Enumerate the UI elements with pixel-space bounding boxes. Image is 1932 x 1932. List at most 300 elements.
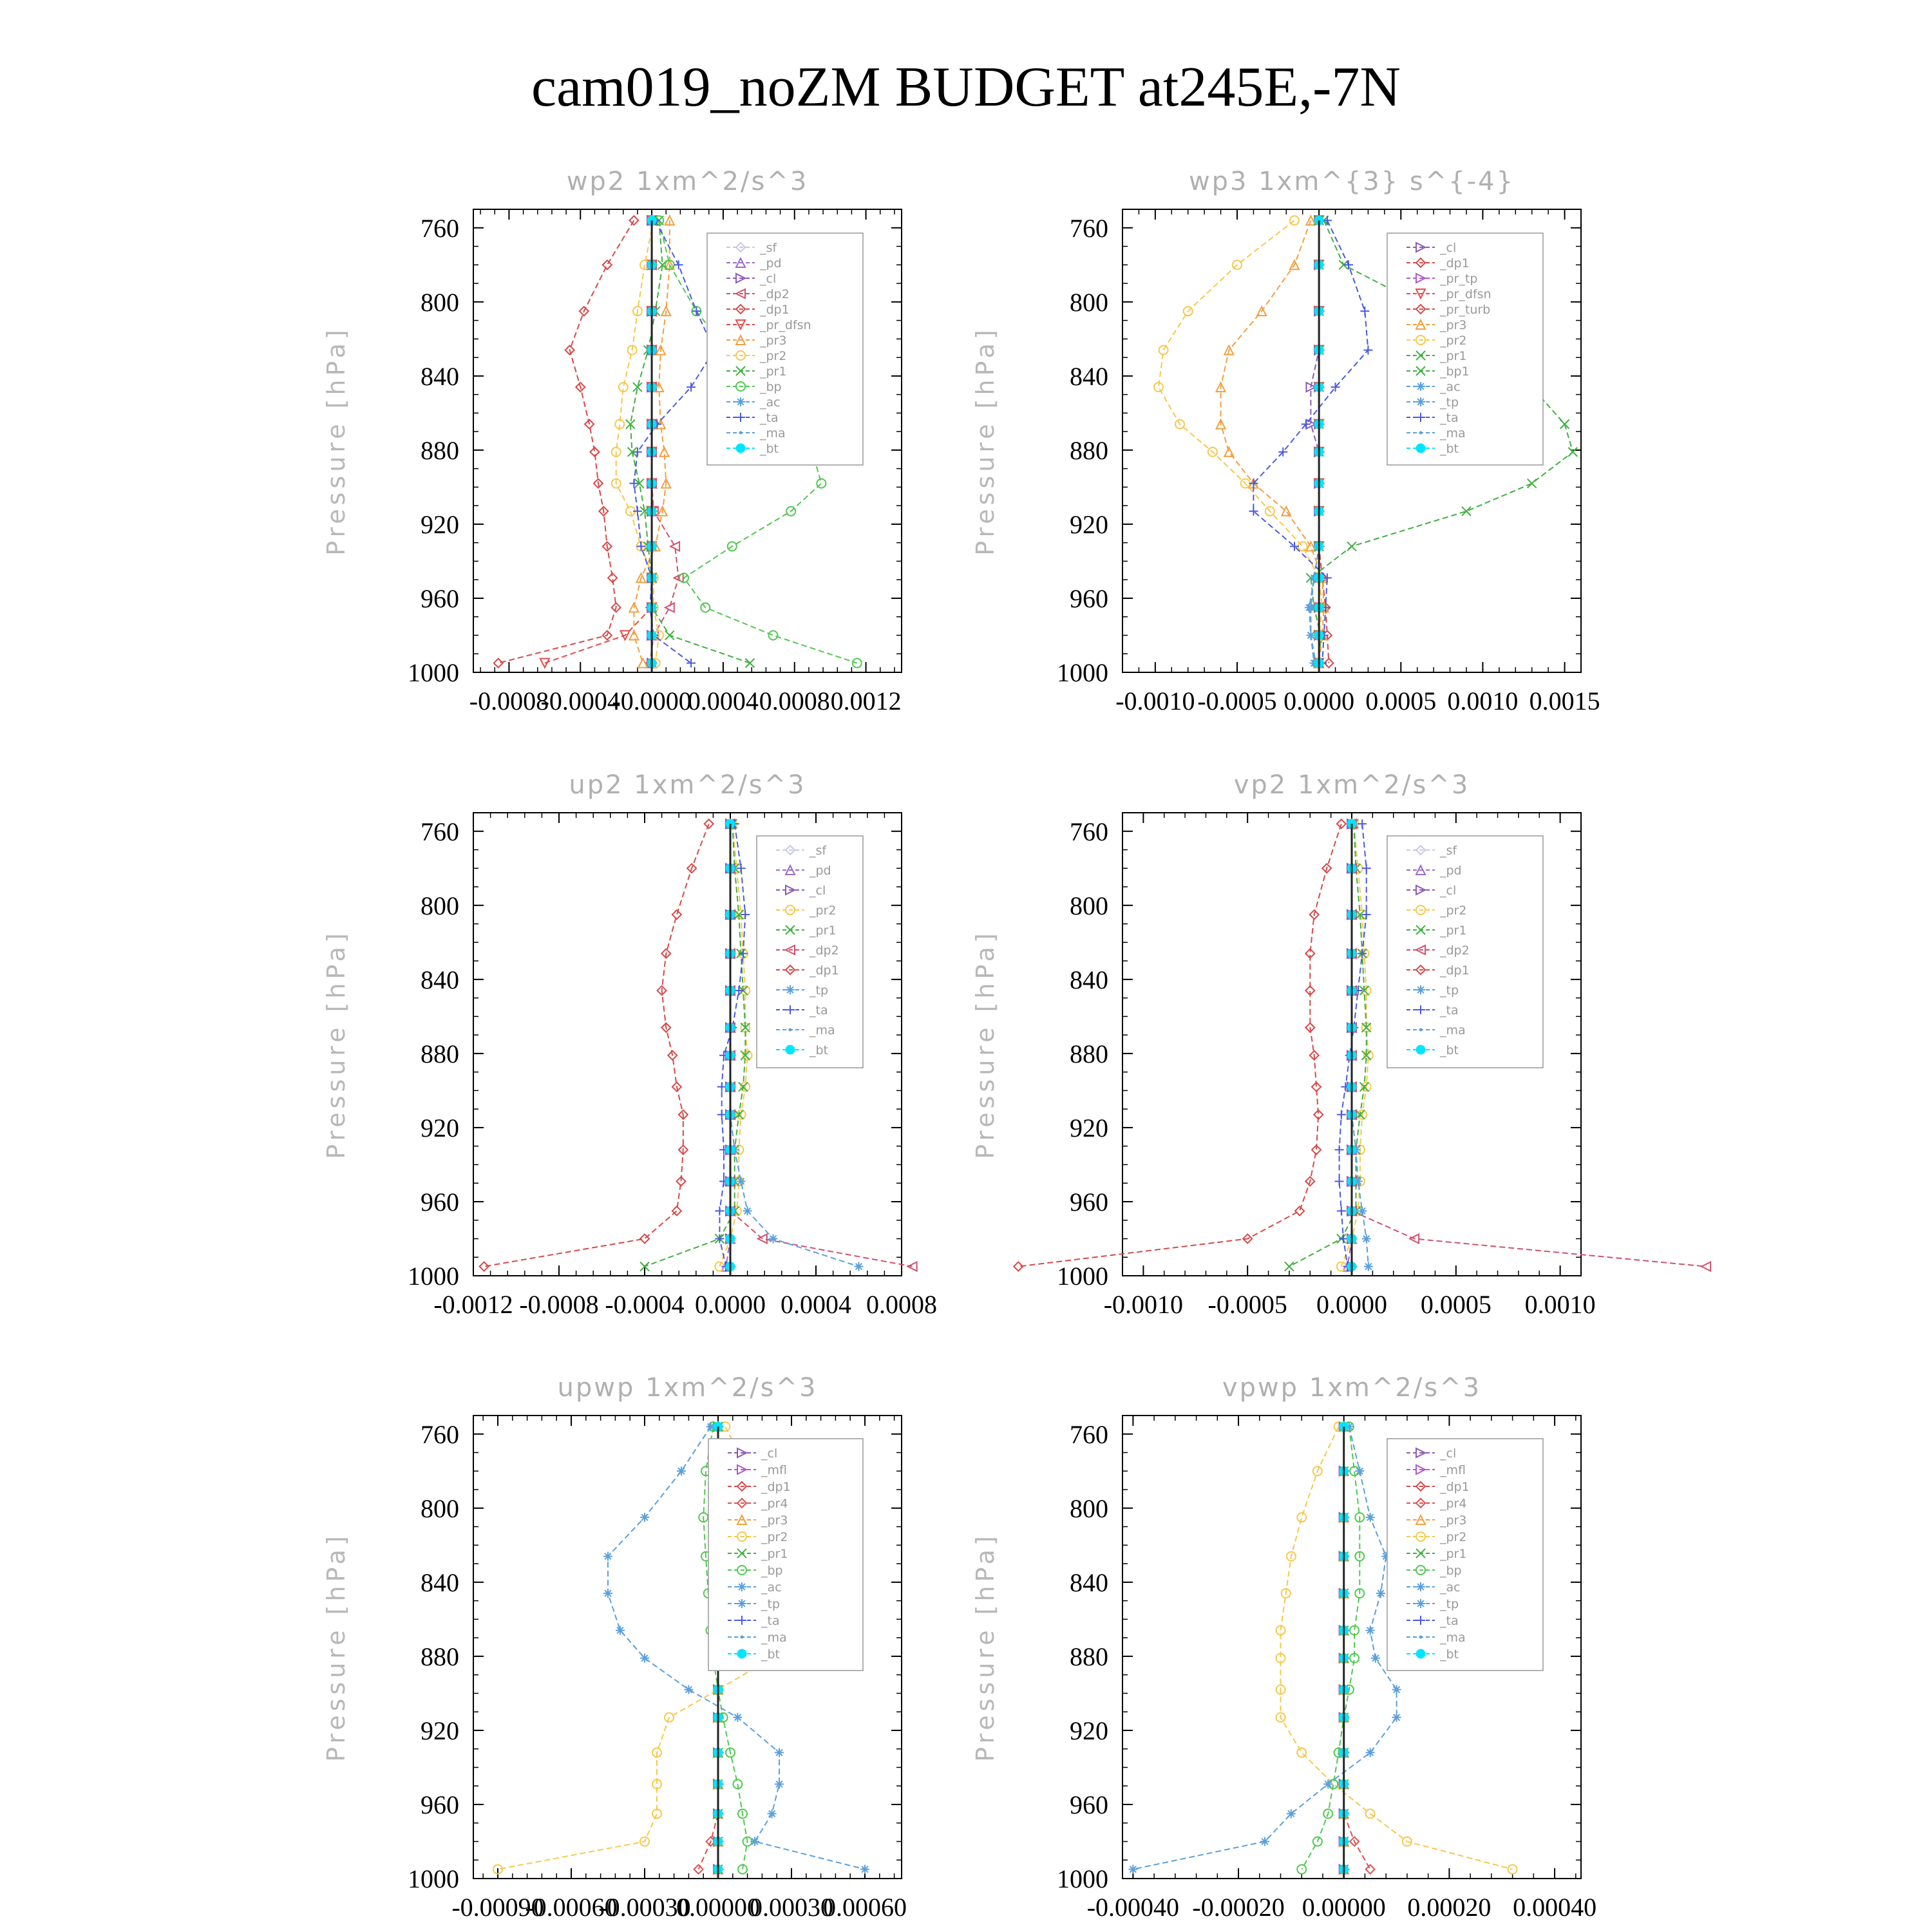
- series-line: [1340, 824, 1367, 1266]
- x-tick-label: 0.0015: [1529, 687, 1600, 715]
- data-point: [1360, 307, 1369, 316]
- legend: [1387, 1439, 1543, 1671]
- data-point: [603, 1589, 612, 1598]
- legend-label: _bt: [1440, 442, 1459, 456]
- legend-label: _pr_dfsn: [760, 318, 811, 332]
- x-tick-label: -0.00060: [525, 1893, 618, 1922]
- x-tick-label: 0.0010: [1447, 687, 1519, 715]
- series-dp1: [480, 819, 714, 1271]
- series-line: [719, 824, 745, 1266]
- legend-label: _pr_turb: [1440, 303, 1491, 317]
- data-point: [629, 479, 638, 488]
- legend-label: _dp1: [761, 1480, 791, 1494]
- legend-label: _cl: [1440, 241, 1457, 255]
- x-tick-label: 0.00040: [1513, 1893, 1597, 1922]
- legend-label: _ta: [810, 1003, 828, 1018]
- series-line: [1253, 220, 1368, 663]
- legend-label: _dp2: [760, 287, 790, 301]
- legend-label: _cl: [810, 884, 826, 898]
- series-dp1: [1314, 216, 1333, 667]
- x-tick-label: -0.00090: [451, 1893, 544, 1922]
- legend-label: _dp1: [1440, 963, 1470, 978]
- series-tp: [1128, 1422, 1401, 1873]
- chart-panel-4: [971, 770, 1710, 1319]
- legend-label: _pd: [760, 256, 782, 270]
- legend-label: _pr2: [761, 1530, 788, 1544]
- series-line: [634, 220, 714, 663]
- x-tick-label: 0.0005: [1365, 687, 1437, 715]
- legend-label: _pr3: [1440, 1513, 1467, 1528]
- series-pr2: [1337, 819, 1373, 1271]
- legend-label: _pr4: [761, 1497, 788, 1511]
- x-tick-label: -0.00030: [598, 1893, 691, 1922]
- x-tick-label: -0.0008: [519, 1290, 599, 1319]
- panel-title: wp3 1xm^{3} s^{-4}: [1188, 167, 1515, 196]
- x-tick-label: -0.0004: [605, 1290, 685, 1319]
- legend-marker: [786, 1045, 795, 1054]
- x-tick-label: 0.00060: [823, 1893, 907, 1922]
- data-point: [743, 1206, 752, 1215]
- chart-panel-1: [322, 167, 902, 715]
- y-tick-label: 760: [1070, 817, 1108, 846]
- y-tick-label: 840: [1070, 965, 1108, 994]
- data-point: [629, 630, 638, 639]
- legend-label: _pr2: [810, 904, 837, 918]
- legend-label: _ma: [760, 426, 786, 440]
- data-point: [1462, 507, 1471, 516]
- legend-marker: [789, 1028, 792, 1032]
- data-point: [603, 260, 612, 269]
- legend-label: _pr3: [1440, 318, 1467, 332]
- y-axis-label: Pressure [hPa]: [971, 1532, 999, 1762]
- legend-label: _tp: [810, 983, 829, 998]
- legend-marker: [736, 444, 745, 453]
- legend-label: _pr1: [1440, 1547, 1467, 1561]
- legend-label: _pr2: [760, 349, 787, 363]
- y-tick-label: 960: [421, 1790, 459, 1819]
- series-dp1: [494, 216, 639, 667]
- legend-marker: [741, 1636, 744, 1639]
- series-ta: [1335, 819, 1371, 1271]
- legend-label: _pd: [1440, 864, 1462, 878]
- series-line: [498, 220, 634, 663]
- legend-label: _cl: [760, 272, 777, 286]
- x-tick-label: -0.0008: [469, 687, 549, 715]
- data-point: [1297, 1865, 1306, 1874]
- legend-marker: [1416, 382, 1425, 391]
- data-point: [674, 260, 683, 269]
- data-point: [1337, 819, 1346, 828]
- data-point: [855, 1262, 864, 1271]
- legend-label: _mfl: [1440, 1463, 1466, 1477]
- data-point: [1297, 1748, 1306, 1757]
- series-line: [1309, 220, 1319, 663]
- y-tick-label: 800: [421, 287, 459, 317]
- legend-label: _ma: [810, 1023, 835, 1037]
- y-tick-label: 1000: [408, 1262, 459, 1291]
- legend-label: _pr2: [1440, 334, 1467, 348]
- x-tick-label: -0.0004: [540, 687, 620, 715]
- legend-label: _pr1: [760, 365, 787, 379]
- legend-label: _ta: [1440, 1003, 1459, 1018]
- legend-label: _sf: [760, 241, 777, 255]
- x-tick-label: 0.0000: [1283, 687, 1355, 715]
- series-line: [1341, 824, 1368, 1266]
- legend-label: _bt: [1440, 1647, 1459, 1662]
- y-tick-label: 800: [421, 891, 459, 920]
- legend-label: _bt: [760, 442, 779, 456]
- data-point: [908, 1262, 917, 1271]
- data-point: [1297, 1513, 1306, 1522]
- legend-label: _pr3: [761, 1513, 788, 1528]
- legend-label: _ta: [761, 1614, 780, 1628]
- legend-marker: [1416, 1045, 1425, 1054]
- series-line: [1311, 220, 1319, 663]
- series-line: [484, 824, 709, 1266]
- x-tick-label: 0.0012: [830, 687, 902, 715]
- x-tick-label: 0.0010: [1524, 1290, 1596, 1319]
- chart-panel-3: [322, 770, 937, 1319]
- panel-title: vpwp 1xm^2/s^3: [1222, 1373, 1482, 1403]
- x-tick-label: 0.00000: [676, 1893, 760, 1922]
- legend-marker: [736, 397, 745, 406]
- series-ta: [715, 819, 750, 1271]
- data-point: [1323, 1779, 1332, 1788]
- legend-marker: [786, 985, 795, 994]
- data-point: [775, 1779, 784, 1788]
- legend-label: _dp1: [810, 963, 839, 978]
- legend-label: _cl: [1440, 1446, 1457, 1461]
- data-point: [1508, 1865, 1517, 1874]
- y-tick-label: 840: [421, 361, 459, 391]
- data-point: [733, 1713, 742, 1722]
- y-tick-label: 920: [1070, 1716, 1108, 1745]
- legend-label: _pr_tp: [1440, 272, 1478, 286]
- legend-label: _dp1: [1440, 256, 1470, 270]
- legend-label: _ma: [1440, 426, 1466, 440]
- legend-label: _pr3: [760, 334, 787, 348]
- data-point: [633, 448, 642, 457]
- legend-label: _pr4: [1440, 1497, 1467, 1511]
- legend-label: _ma: [761, 1631, 787, 1645]
- data-point: [745, 659, 754, 668]
- data-point: [1298, 542, 1307, 551]
- y-tick-label: 880: [421, 1039, 459, 1068]
- y-tick-label: 800: [1070, 1493, 1108, 1523]
- data-point: [1366, 1748, 1375, 1757]
- data-point: [694, 1865, 703, 1874]
- legend-label: _dp1: [760, 303, 790, 317]
- chart-panel-6: [971, 1373, 1596, 1922]
- y-tick-label: 920: [421, 509, 459, 539]
- y-tick-label: 760: [421, 213, 459, 243]
- series-pr2: [612, 216, 664, 667]
- x-tick-label: 0.0004: [687, 687, 759, 715]
- y-axis-label: Pressure [hPa]: [322, 929, 350, 1159]
- series-ta: [629, 216, 719, 667]
- data-point: [1295, 1206, 1304, 1215]
- y-tick-label: 800: [1070, 287, 1108, 317]
- series-pd: [721, 819, 735, 1271]
- legend-label: _pr1: [810, 923, 837, 938]
- legend-marker: [1419, 431, 1423, 435]
- chart-panel-5: [322, 1373, 907, 1922]
- data-point: [1358, 1206, 1367, 1215]
- y-tick-label: 760: [1070, 213, 1108, 243]
- y-tick-label: 880: [421, 1642, 459, 1671]
- x-tick-label: -0.00040: [1086, 1893, 1180, 1922]
- legend-label: _dp2: [1440, 943, 1470, 958]
- legend-label: _ac: [760, 395, 781, 410]
- x-tick-label: 0.00000: [1302, 1893, 1386, 1922]
- data-point: [1364, 1262, 1373, 1271]
- data-point: [677, 1466, 686, 1475]
- y-tick-label: 760: [421, 1419, 459, 1449]
- data-point: [1290, 216, 1299, 225]
- legend-label: _dp1: [1440, 1480, 1470, 1494]
- data-point: [1224, 448, 1233, 457]
- y-tick-label: 1000: [1057, 1864, 1108, 1893]
- legend-label: _bt: [761, 1647, 781, 1662]
- data-point: [616, 1626, 625, 1635]
- data-point: [1366, 1865, 1375, 1874]
- y-tick-label: 880: [1070, 435, 1108, 465]
- y-tick-label: 960: [421, 1187, 459, 1217]
- data-point: [769, 630, 778, 639]
- legend-label: _ac: [1440, 1580, 1461, 1595]
- data-point: [769, 1234, 778, 1243]
- y-tick-label: 840: [1070, 1567, 1108, 1597]
- y-tick-label: 1000: [1057, 1262, 1108, 1291]
- legend-label: _ac: [1440, 380, 1461, 394]
- legend-label: _bt: [810, 1043, 829, 1057]
- legend-label: _pr_dfsn: [1440, 287, 1492, 301]
- legend-marker: [737, 1599, 746, 1608]
- y-axis-label: Pressure [hPa]: [971, 929, 999, 1159]
- legend-label: _tp: [1440, 395, 1459, 410]
- series-pr2: [1154, 216, 1327, 667]
- y-tick-label: 840: [421, 965, 459, 994]
- data-point: [715, 1206, 724, 1215]
- y-tick-label: 760: [1070, 1419, 1108, 1449]
- data-point: [665, 630, 674, 639]
- y-axis-label: Pressure [hPa]: [322, 1532, 350, 1762]
- data-point: [1363, 346, 1372, 355]
- legend-marker: [737, 1582, 746, 1591]
- legend-label: _ma: [1440, 1023, 1466, 1037]
- y-tick-label: 880: [1070, 1039, 1108, 1068]
- data-point: [768, 1809, 777, 1818]
- y-tick-label: 800: [1070, 891, 1108, 920]
- legend-label: _pr1: [761, 1547, 788, 1561]
- panel-title: upwp 1xm^2/s^3: [557, 1373, 818, 1403]
- y-tick-label: 760: [421, 817, 459, 846]
- legend-label: _bp1: [1440, 365, 1470, 379]
- data-point: [1358, 819, 1367, 828]
- legend-marker: [1416, 1582, 1425, 1591]
- legend-label: _pr2: [1440, 1530, 1467, 1544]
- data-point: [665, 603, 674, 612]
- data-point: [1366, 1626, 1375, 1635]
- series-bp: [1297, 1422, 1364, 1873]
- x-tick-label: -0.0005: [1208, 1290, 1287, 1319]
- y-tick-label: 960: [421, 583, 459, 613]
- legend-label: _dp2: [810, 943, 839, 958]
- data-point: [1371, 1654, 1380, 1663]
- data-point: [603, 1552, 612, 1561]
- legend-label: _ta: [760, 411, 779, 425]
- y-tick-label: 960: [1070, 1187, 1108, 1217]
- data-point: [1347, 542, 1356, 551]
- series-dp1: [1014, 819, 1346, 1271]
- series-line: [1159, 220, 1322, 663]
- data-point: [640, 1513, 649, 1522]
- legend: [707, 233, 863, 465]
- legend-label: _bp: [1440, 1564, 1462, 1578]
- y-tick-label: 1000: [408, 1864, 459, 1893]
- page-title: cam019_noZM BUDGET at245E,-7N: [531, 56, 1401, 118]
- x-tick-label: 0.00020: [1407, 1893, 1492, 1922]
- series-pr1: [640, 819, 750, 1271]
- data-point: [1392, 1685, 1401, 1694]
- legend: [708, 1439, 863, 1671]
- legend-label: _bp: [760, 380, 782, 394]
- x-tick-label: -0.0010: [1103, 1290, 1184, 1319]
- y-tick-label: 920: [421, 1716, 459, 1745]
- legend-marker: [1416, 985, 1425, 994]
- data-point: [1355, 1466, 1364, 1475]
- data-point: [1568, 448, 1577, 457]
- data-point: [1128, 1865, 1137, 1874]
- y-axis-label: Pressure [hPa]: [971, 326, 999, 556]
- data-point: [750, 1837, 759, 1846]
- x-tick-label: -0.0012: [433, 1290, 513, 1319]
- data-point: [687, 659, 696, 668]
- data-point: [1366, 1513, 1375, 1522]
- legend-label: _cl: [1440, 884, 1457, 898]
- legend: [1387, 836, 1543, 1068]
- legend-label: _bt: [1440, 1043, 1459, 1057]
- legend-marker: [1419, 1028, 1423, 1032]
- x-tick-label: -0.0005: [1197, 687, 1277, 715]
- legend-label: _cl: [761, 1446, 778, 1461]
- legend-label: _ta: [1440, 1614, 1459, 1628]
- x-tick-label: 0.0004: [781, 1290, 851, 1319]
- data-point: [1337, 1110, 1346, 1119]
- y-tick-label: 960: [1070, 583, 1108, 613]
- data-point: [737, 1177, 746, 1186]
- data-point: [817, 479, 826, 488]
- series-line: [650, 220, 678, 663]
- data-point: [1362, 1234, 1371, 1243]
- panel-title: wp2 1xm^2/s^3: [566, 167, 809, 196]
- x-tick-label: 0.00030: [750, 1893, 833, 1922]
- y-tick-label: 960: [1070, 1790, 1108, 1819]
- data-point: [1335, 1177, 1344, 1186]
- data-point: [1335, 1145, 1344, 1154]
- y-axis-label: Pressure [hPa]: [322, 326, 350, 556]
- series-line: [1311, 220, 1319, 663]
- panel-title: up2 1xm^2/s^3: [569, 770, 806, 800]
- legend-label: _tp: [1440, 1597, 1459, 1611]
- y-tick-label: 840: [1070, 361, 1108, 391]
- chart-panel-2: [971, 167, 1600, 715]
- x-tick-label: -0.0010: [1115, 687, 1195, 715]
- data-point: [1392, 1713, 1401, 1722]
- legend-marker: [1416, 444, 1425, 453]
- legend: [1387, 233, 1543, 465]
- legend-marker: [1416, 397, 1425, 406]
- data-point: [775, 1748, 784, 1757]
- y-tick-label: 920: [421, 1113, 459, 1142]
- data-point: [860, 1865, 869, 1874]
- legend: [757, 836, 863, 1068]
- series-pd: [1343, 819, 1356, 1271]
- legend-label: _pr1: [1440, 923, 1467, 938]
- x-tick-label: 0.0000: [1316, 1290, 1387, 1319]
- x-tick-label: 0.0008: [759, 687, 830, 715]
- data-point: [853, 659, 862, 668]
- y-tick-label: 840: [421, 1567, 459, 1597]
- data-point: [1376, 1589, 1385, 1598]
- data-point: [705, 819, 714, 828]
- legend-marker: [739, 431, 743, 435]
- y-tick-label: 920: [1070, 1113, 1108, 1142]
- y-tick-label: 880: [1070, 1642, 1108, 1671]
- series-line: [1221, 220, 1324, 663]
- legend-label: _sf: [810, 844, 827, 858]
- legend-label: _ta: [1440, 411, 1459, 425]
- data-point: [1285, 1262, 1294, 1271]
- series-line: [1289, 824, 1367, 1266]
- y-tick-label: 1000: [1057, 658, 1108, 687]
- data-point: [1305, 603, 1314, 612]
- legend-label: _pr2: [1440, 904, 1467, 918]
- x-tick-label: 0.0008: [866, 1290, 937, 1319]
- x-tick-label: 0.0005: [1420, 1290, 1492, 1319]
- y-tick-label: 880: [421, 435, 459, 465]
- data-point: [1339, 1234, 1348, 1243]
- legend-label: _sf: [1440, 844, 1457, 858]
- data-point: [1323, 216, 1332, 225]
- legend-marker: [1416, 1649, 1425, 1658]
- data-point: [494, 659, 503, 668]
- data-point: [629, 216, 638, 225]
- legend-label: _tp: [1440, 983, 1459, 998]
- data-point: [672, 910, 681, 919]
- data-point: [684, 1685, 693, 1694]
- data-point: [717, 1110, 726, 1119]
- legend-label: _tp: [761, 1597, 781, 1611]
- legend-label: _pd: [810, 864, 831, 878]
- x-tick-label: -0.0000: [612, 687, 692, 715]
- x-tick-label: -0.00020: [1192, 1893, 1285, 1922]
- legend-label: _ac: [761, 1580, 782, 1595]
- legend-label: _ma: [1440, 1631, 1466, 1645]
- data-point: [717, 1083, 726, 1092]
- series-tp: [1305, 216, 1323, 667]
- y-tick-label: 800: [421, 1493, 459, 1523]
- y-tick-label: 1000: [408, 658, 459, 687]
- y-tick-label: 920: [1070, 509, 1108, 539]
- legend-label: _pr1: [1440, 349, 1467, 363]
- series-line: [1018, 824, 1341, 1266]
- data-point: [1337, 1206, 1346, 1215]
- x-tick-label: 0.0000: [695, 1290, 766, 1319]
- data-point: [1560, 420, 1569, 429]
- legend-label: _mfl: [761, 1463, 787, 1477]
- panel-title: vp2 1xm^2/s^3: [1233, 770, 1470, 800]
